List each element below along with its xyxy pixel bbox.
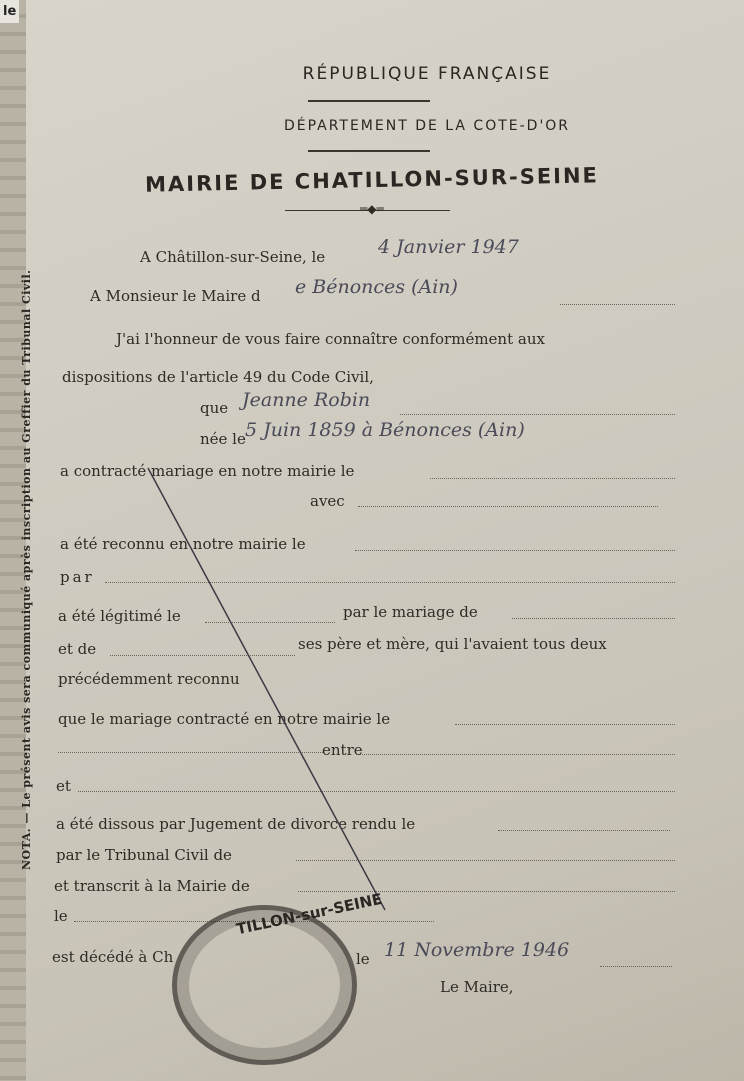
stamp-text: TILLON-sur-SEINE xyxy=(234,889,384,939)
legitime-label: a été légitimé le xyxy=(58,607,181,625)
et-de-label: et de xyxy=(58,640,97,658)
handwritten-commune: e Bénonces (Ain) xyxy=(295,276,458,298)
que-label: que xyxy=(200,399,229,417)
dissous-label: a été dissous par Jugement de divorce rendu le xyxy=(56,815,416,833)
par-mariage-label: par le mariage de xyxy=(343,603,478,621)
peres-label: ses père et mère, qui l'avaient tous deux xyxy=(298,635,607,653)
republic-heading: RÉPUBLIQUE FRANÇAISE xyxy=(302,64,552,84)
margin-note: NOTA. — Le présent avis sera communiqué après inscription au Greffier du Tribunal Civil. xyxy=(20,269,33,870)
death-le-label: le xyxy=(356,950,370,968)
le-label: le xyxy=(54,907,68,925)
intro-line-2: dispositions de l'article 49 du Code Civil, xyxy=(62,368,374,386)
mariage-label: a contracté mariage en notre mairie le xyxy=(60,462,355,480)
tribunal-label: par le Tribunal Civil de xyxy=(56,846,232,864)
handwritten-birth: 5 Juin 1859 à Bénonces (Ain) xyxy=(245,419,525,441)
place-date-label: A Châtillon-sur-Seine, le xyxy=(140,248,326,266)
recipient-label: A Monsieur le Maire d xyxy=(90,287,261,305)
edge-note: le xyxy=(0,0,19,23)
decede-label: est décédé à Ch xyxy=(52,948,174,966)
mairie-heading: MAIRIE DE CHATILLON-SUR-SEINE xyxy=(144,163,600,197)
birth-label: née le xyxy=(200,430,246,448)
handwritten-name: Jeanne Robin xyxy=(242,389,371,411)
avec-label: avec xyxy=(310,492,345,510)
reconnu-label: a été reconnu en notre mairie le xyxy=(60,535,306,553)
intro-line-1: J'ai l'honneur de vous faire connaître conformément aux xyxy=(116,330,545,348)
entre-label: entre xyxy=(322,741,363,759)
ornament-icon: ═◆═ xyxy=(360,202,384,216)
par-label: par xyxy=(60,568,95,586)
handwritten-death-date: 11 Novembre 1946 xyxy=(384,939,570,961)
handwritten-date: 4 Janvier 1947 xyxy=(378,236,519,258)
department-heading: DÉPARTEMENT DE LA COTE-D'OR xyxy=(283,118,571,134)
et-label: et xyxy=(56,777,71,795)
mariage-contracte-label: que le mariage contracté en notre mairie le xyxy=(58,710,391,728)
transcrit-label: et transcrit à la Mairie de xyxy=(54,877,250,895)
maire-signature-label: Le Maire, xyxy=(440,978,514,996)
precedemment-label: précédemment reconnu xyxy=(58,670,240,688)
